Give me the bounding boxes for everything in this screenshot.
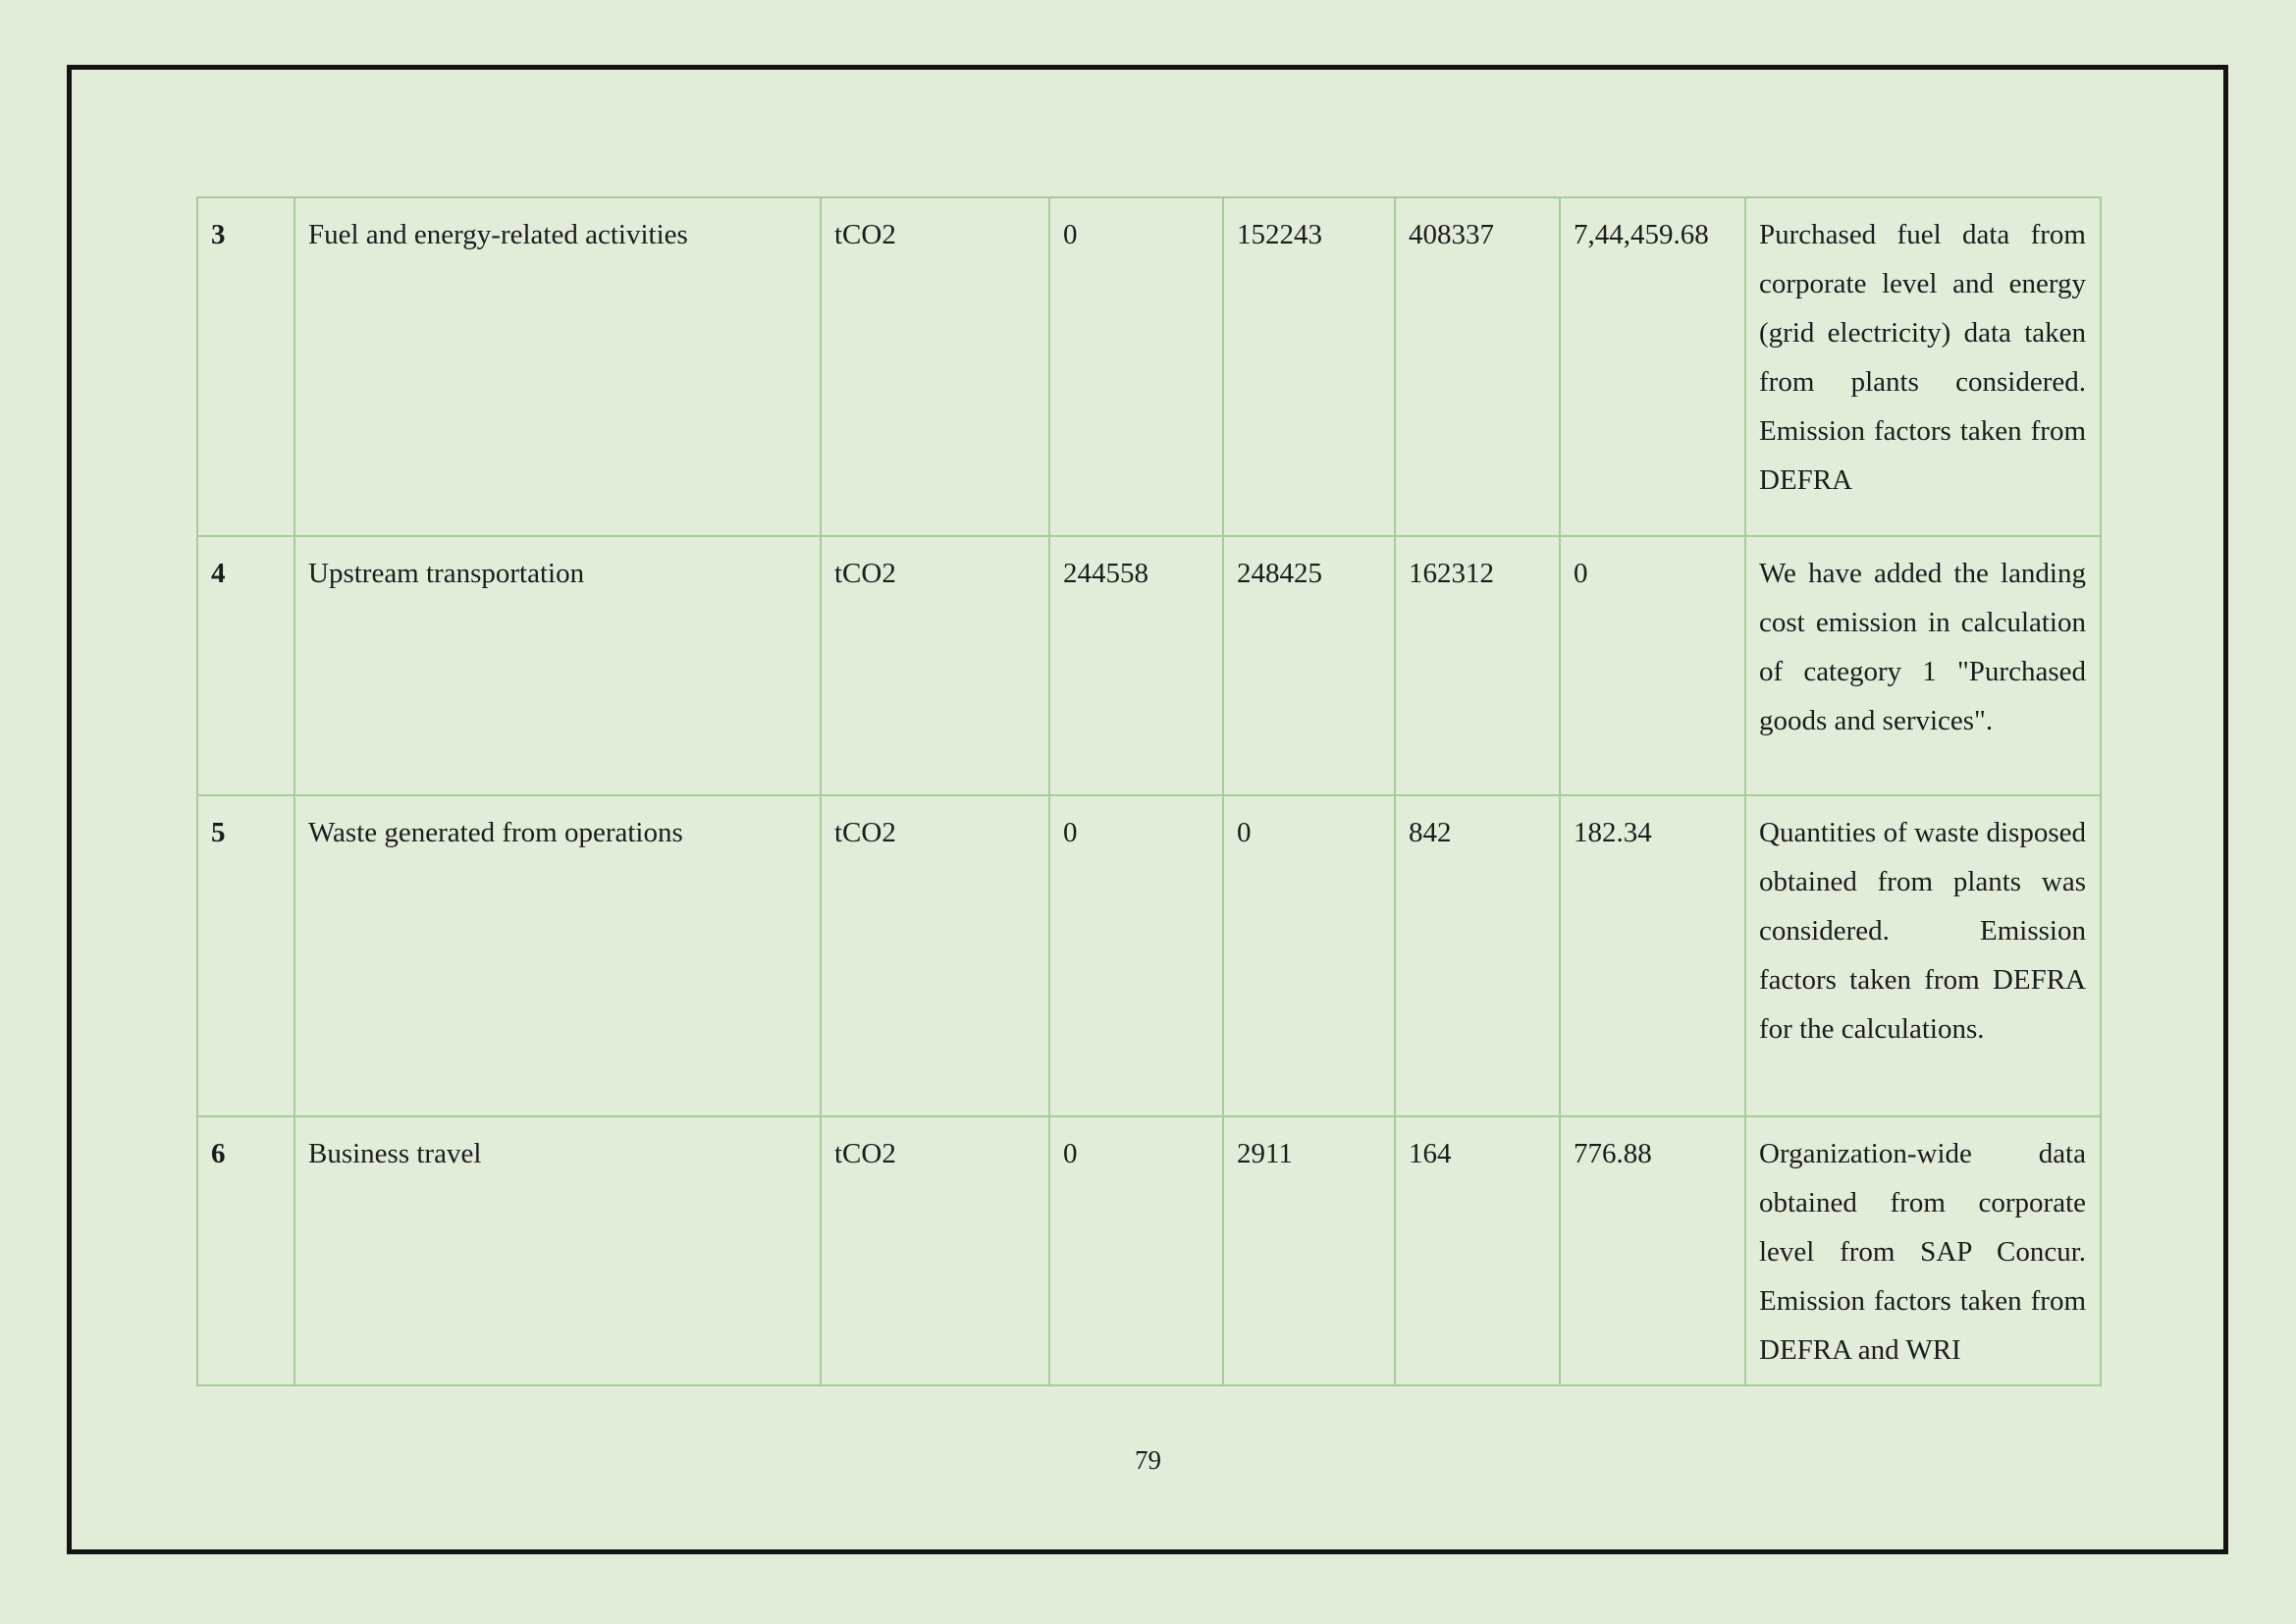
- row-number-cell: 3: [197, 197, 294, 536]
- unit-cell: tCO2: [821, 1116, 1049, 1385]
- table-row: [197, 795, 2101, 1116]
- unit-cell: tCO2: [821, 536, 1049, 795]
- remarks-cell: We have added the landing cost emission in calculation of category 1 "Purchased goods and services".: [1745, 536, 2101, 795]
- value-cell: 0: [1223, 795, 1395, 1116]
- activity-cell: Fuel and energy-related activities: [294, 197, 821, 536]
- value-cell: 0: [1560, 536, 1745, 795]
- value-cell: 152243: [1223, 197, 1395, 536]
- value-cell: 244558: [1049, 536, 1223, 795]
- value-cell: 162312: [1395, 536, 1560, 795]
- value-cell: 0: [1049, 197, 1223, 536]
- activity-cell: Waste generated from operations: [294, 795, 821, 1116]
- value-cell: 248425: [1223, 536, 1395, 795]
- table-row: [197, 1116, 2101, 1385]
- remarks-cell: Quantities of waste disposed obtained from plants was considered. Emission factors taken from DEFRA for the calculations.: [1745, 795, 2101, 1116]
- value-cell: 842: [1395, 795, 1560, 1116]
- unit-cell: tCO2: [821, 197, 1049, 536]
- remarks-cell: Organization-wide data obtained from corporate level from SAP Concur. Emission factors taken from DEFRA and WRI: [1745, 1116, 2101, 1385]
- value-cell: 2911: [1223, 1116, 1395, 1385]
- activity-cell: Upstream transportation: [294, 536, 821, 795]
- value-cell: 0: [1049, 795, 1223, 1116]
- activity-cell: Business travel: [294, 1116, 821, 1385]
- row-number-cell: 5: [197, 795, 294, 1116]
- value-cell: 182.34: [1560, 795, 1745, 1116]
- table-row: [197, 197, 2101, 536]
- unit-cell: tCO2: [821, 795, 1049, 1116]
- table-row: [197, 536, 2101, 795]
- remarks-cell: Purchased fuel data from corporate level and energy (grid electricity) data taken from plants considered. Emission factors taken from DEFRA: [1745, 197, 2101, 536]
- row-number-cell: 6: [197, 1116, 294, 1385]
- value-cell: 164: [1395, 1116, 1560, 1385]
- page-number: 79: [1135, 1445, 1161, 1475]
- value-cell: 408337: [1395, 197, 1560, 536]
- value-cell: 776.88: [1560, 1116, 1745, 1385]
- emissions-table: [196, 196, 2102, 1386]
- row-number-cell: 4: [197, 536, 294, 795]
- value-cell: 0: [1049, 1116, 1223, 1385]
- value-cell: 7,44,459.68: [1560, 197, 1745, 536]
